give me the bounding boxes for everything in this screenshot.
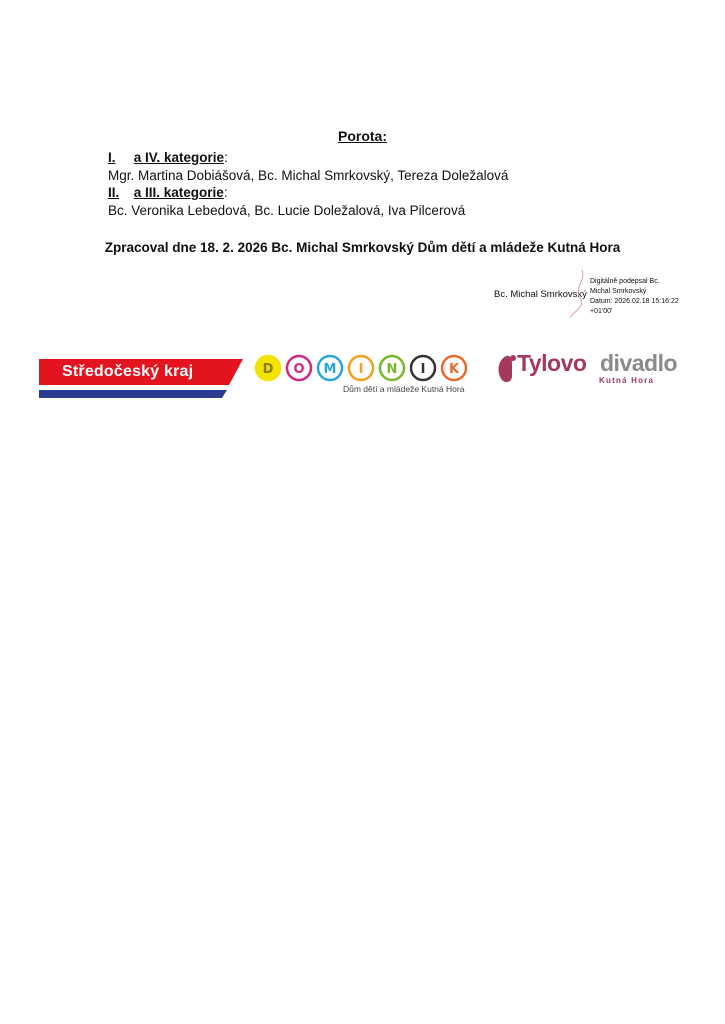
category-group-2 bbox=[108, 185, 228, 200]
tylovo-subtitle: Kutná Hora bbox=[599, 376, 655, 385]
dominik-letter-4 bbox=[349, 356, 373, 380]
svg-text:M: M bbox=[323, 362, 337, 377]
category-numeral: I. bbox=[108, 150, 116, 165]
svg-text:I: I bbox=[420, 362, 426, 377]
category-label: a IV. kategorie bbox=[133, 150, 225, 165]
processed-by: Zpracoval dne 18. 2. 2026 Bc. Michal Smrkovský Dům dětí a mládeže Kutná Hora bbox=[104, 240, 621, 255]
signature-name: Bc. Michal Smrkovský bbox=[494, 289, 587, 300]
category-colon: : bbox=[223, 185, 228, 200]
dominik-subtitle: Dům dětí a mládeže Kutná Hora bbox=[343, 384, 465, 394]
signature-stroke bbox=[568, 268, 588, 320]
dominik-logo bbox=[253, 353, 468, 383]
dominik-letter-1 bbox=[256, 356, 280, 380]
jury-members-2: Bc. Veronika Lebedová, Bc. Lucie Doležalová, Iva Pilcerová bbox=[108, 203, 466, 218]
signature-line: Datum: 2026.02.18 15:16:22 bbox=[590, 298, 679, 305]
svg-text:I: I bbox=[358, 362, 364, 377]
category-colon: : bbox=[224, 150, 228, 165]
svg-text:D: D bbox=[262, 362, 274, 377]
dominik-letter-3 bbox=[318, 356, 342, 380]
signature-line: Digitálně podepsal Bc. bbox=[590, 278, 660, 285]
tylovo-text: Tylovo bbox=[517, 350, 587, 376]
divadlo-text: divadlo bbox=[600, 350, 678, 376]
signature-line: Michal Smrkovský bbox=[590, 288, 647, 295]
svg-text:N: N bbox=[386, 362, 398, 377]
category-label: a III. kategorie bbox=[133, 185, 224, 200]
svg-text:O: O bbox=[293, 362, 305, 377]
signature-line: +01'00' bbox=[590, 308, 613, 315]
dominik-letter-6 bbox=[411, 356, 435, 380]
svg-text:K: K bbox=[448, 362, 460, 377]
jury-members-1: Mgr. Martina Dobiášová, Bc. Michal Smrkovský, Tereza Doležalová bbox=[108, 168, 509, 183]
kraj-logo-text: Středočeský kraj bbox=[62, 363, 194, 380]
category-numeral: II. bbox=[108, 185, 120, 200]
dominik-letter-2 bbox=[287, 356, 311, 380]
dominik-letter-5 bbox=[380, 356, 404, 380]
jury-heading: Porota: bbox=[338, 128, 387, 144]
dominik-letter-7 bbox=[442, 356, 466, 380]
signature-details bbox=[590, 277, 700, 317]
category-group-1 bbox=[108, 150, 228, 165]
